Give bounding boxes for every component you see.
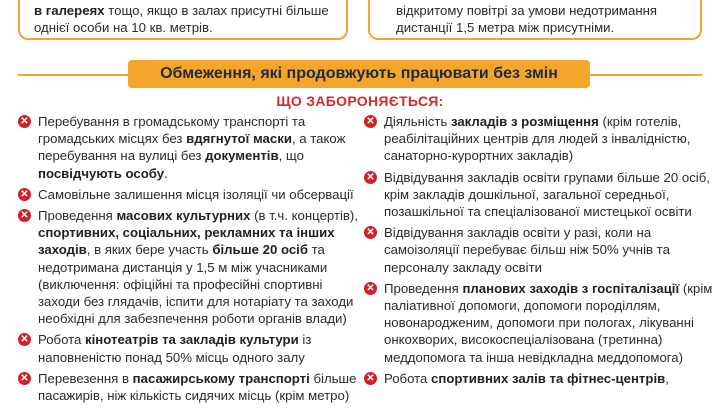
item-bold: більше 20 осіб [212, 242, 308, 258]
item-text: (крім паліативної допомоги, допомоги породіллям, новонародженим, допомоги при пологах, лікуванні онкохворих, високоспеціалізована (третинна) меддопомога та інша невідкладна меддопомога) [384, 280, 713, 365]
prohibition-item [364, 113, 714, 165]
top-right-text-2: дистанції 1,5 метра між присутніми. [396, 20, 615, 35]
prohibition-item [364, 169, 714, 221]
x-circle-icon: ✕ [18, 209, 31, 222]
item-bold: документів [205, 148, 279, 164]
prohibited-heading: ЩО ЗАБОРОНЯЄТЬСЯ: [276, 93, 444, 109]
item-text: . [164, 165, 168, 181]
left-prohibitions-column [18, 113, 358, 408]
top-left-text-1: тощо, якщо в залах присутні більше [104, 3, 329, 18]
item-text: Самовільне залишення місця ізоляції чи обсервації [38, 186, 354, 202]
x-circle-icon: ✕ [18, 372, 31, 385]
item-text: (крім готелів, реабілітаційних центрів для людей з інвалідністю, санаторно-курортних закладів) [384, 114, 691, 164]
x-circle-icon: ✕ [364, 282, 377, 295]
x-circle-icon: ✕ [364, 372, 377, 385]
item-text: Діяльність [384, 114, 451, 129]
item-bold: спортивних залів та фітнес-центрів [431, 370, 666, 386]
prohibition-item [364, 370, 714, 387]
item-text: більше пасажирів, ніж кількість сидячих місць (крім метро) [38, 370, 357, 404]
item-text: Відвідування закладів освіти групами більше 20 осіб, крім закладів дошкільної, загальної середньої, позашкільної та спеціалізованої мистецької освіти [384, 169, 710, 220]
section-banner [128, 60, 590, 88]
item-bold: планових заходів з госпіталізації [462, 280, 680, 296]
top-left-card [18, 0, 348, 40]
item-text: та недотримана дистанція у 1,5 м між учасниками (виключення: офіційні та професійні спортивні заходи без глядачів, іспити для нотаріату та заходи необхідні для забезпечення роботи органів влади) [38, 242, 354, 327]
item-text: , а також перебування на вулиці без [38, 131, 346, 164]
item-bold: кінотеатрів та закладів культури [85, 332, 299, 348]
x-circle-icon: ✕ [18, 333, 31, 346]
item-text: Перевезення в [38, 370, 133, 386]
prohibition-item [18, 370, 358, 404]
item-bold: спортивних, соціальних, рекламних та інших заходів [38, 225, 335, 258]
item-text: , [665, 370, 669, 386]
top-right-card [368, 0, 702, 40]
item-text: із наповненістю понад 50% місць одного залу [38, 332, 312, 365]
item-text: Відвідування закладів освіти у разі, коли на самоізоляції перебуває більш ніж 50% учнів та персоналу закладу освіти [384, 225, 670, 275]
top-left-text-2: однієї особи на 10 кв. метрів. [34, 20, 213, 35]
item-bold: масових культурних [116, 208, 251, 224]
x-circle-icon: ✕ [364, 171, 377, 184]
item-text: , що [278, 148, 304, 164]
section-banner-text: Обмеження, які продовжують працювати без змін [160, 65, 558, 82]
top-left-text [34, 2, 329, 36]
x-circle-icon: ✕ [18, 188, 31, 201]
prohibition-item [18, 331, 358, 365]
item-text: (в т.ч. концертів), [250, 208, 358, 224]
prohibition-item [364, 280, 714, 366]
item-bold: закладів з розміщення [450, 114, 599, 129]
prohibition-item [364, 224, 714, 276]
item-bold: вдягнутої маски [186, 131, 292, 147]
item-text: Проведення [384, 280, 463, 296]
left-divider-line [18, 74, 128, 76]
item-text: Робота [384, 370, 432, 386]
item-text: Перебування в громадському транспорті та громадських місцях без [38, 114, 306, 147]
item-text: Робота [38, 332, 86, 348]
x-circle-icon: ✕ [18, 115, 31, 128]
prohibition-item [18, 113, 358, 182]
galleries-bold: в галереях [34, 3, 105, 18]
item-text: , в яких бере участь [86, 242, 213, 258]
top-right-text-1: відкритому повітрі за умови недотримання [396, 3, 658, 18]
x-circle-icon: ✕ [364, 115, 377, 128]
right-divider-line [590, 74, 702, 76]
prohibition-item [18, 186, 358, 203]
x-circle-icon: ✕ [364, 226, 377, 239]
item-bold: посвідчують особу [38, 165, 165, 181]
right-prohibitions-column [364, 113, 714, 391]
top-right-text [396, 2, 657, 36]
item-text: Проведення [38, 208, 117, 224]
prohibition-item [18, 207, 358, 327]
item-bold: пасажирському транспорті [132, 370, 310, 386]
